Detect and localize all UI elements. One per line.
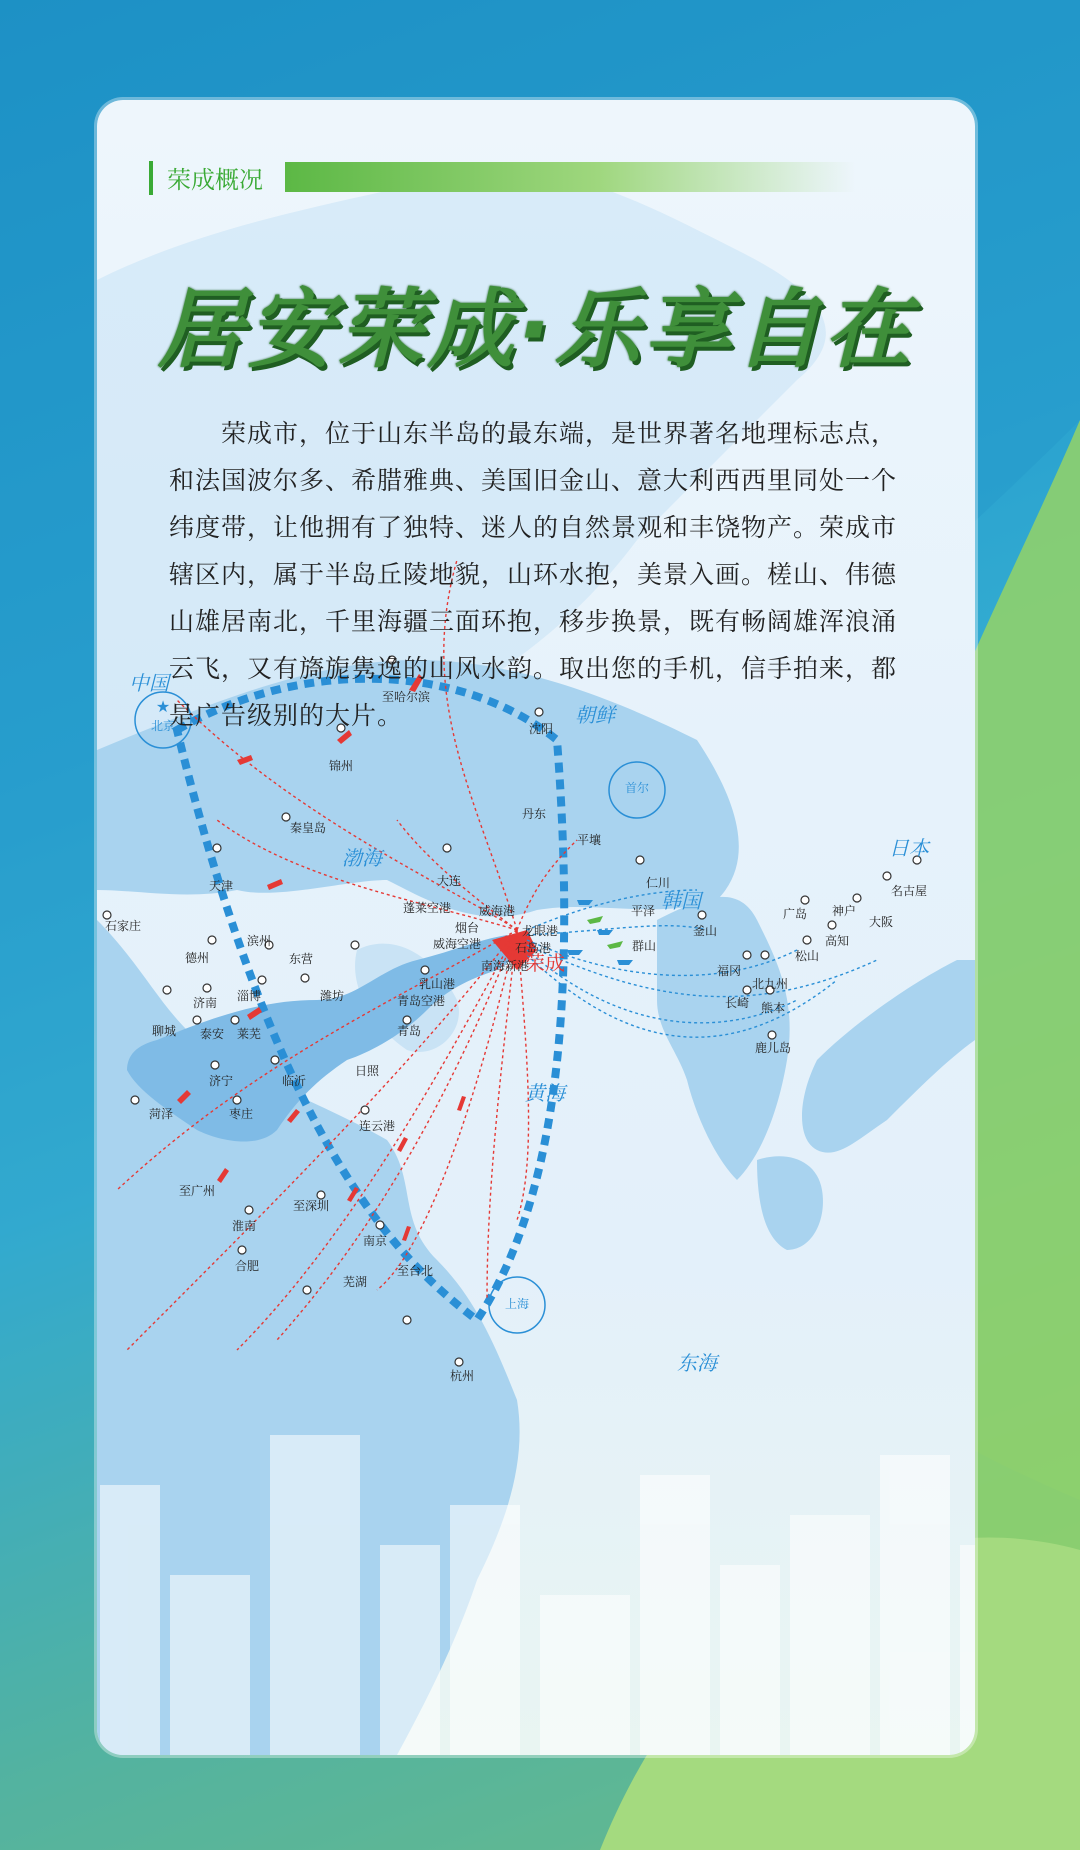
city-dalian: 大连 (437, 874, 462, 888)
page-title: 居安荣成·乐享自在 (157, 280, 915, 380)
city-osaka: 大阪 (869, 915, 894, 929)
content-card (97, 100, 975, 1755)
region-china: 中国 (129, 671, 169, 695)
city-jining: 济宁 (209, 1074, 234, 1088)
city-tianjin: 天津 (209, 879, 234, 893)
city-hiroshima: 广岛 (783, 907, 808, 921)
city-shijiazhuang: 石家庄 (105, 919, 142, 933)
capital-shanghai: 上海 (505, 1297, 530, 1311)
ship-icon (567, 900, 633, 965)
city-matsuyama: 松山 (795, 949, 820, 963)
city-pyeongtaek: 平泽 (631, 904, 656, 918)
section-marker (149, 161, 153, 195)
region-japan: 日本 (889, 836, 929, 860)
city-wuhu: 芜湖 (343, 1275, 368, 1289)
city-jinzhou: 锦州 (329, 759, 354, 773)
city-toshenzhen: 至深圳 (293, 1199, 330, 1213)
city-zaozhuang: 枣庄 (229, 1107, 254, 1121)
city-dongying: 东营 (289, 952, 314, 966)
city-rushan: 乳山港 (419, 977, 456, 991)
section-label: 荣成概况 (167, 166, 263, 194)
city-kumamoto: 熊本 (761, 1001, 786, 1015)
intro-paragraph: 荣成市，位于山东半岛的最东端，是世界著名地理标志点，和法国波尔多、希腊雅典、美国旧金山、意大利西西里同处一个纬度带，让他拥有了独特、迷人的自然景观和丰饶物产。荣成市辖区内，属于半岛丘陵地貌，山环水抱，美景入画。槎山、伟德山雄居南北，千里海疆三面环抱，移步换景，既有畅阔雄浑浪涌云飞，又有旖旎隽逸的山风水韵。取出您的手机，信手拍来，都是广告级别的大片。 (169, 419, 898, 730)
city-laiwu: 莱芜 (237, 1027, 262, 1041)
city-liaocheng: 聊城 (152, 1024, 177, 1038)
city-busan: 釜山 (693, 924, 718, 938)
city-taian: 泰安 (200, 1027, 225, 1041)
japan-islands (802, 960, 975, 1153)
region-north-korea: 朝鲜 (575, 703, 615, 727)
city-shenyang: 沈阳 (529, 722, 554, 736)
city-lianyungang: 连云港 (359, 1119, 396, 1133)
kyushu (757, 1156, 823, 1250)
highlight-rongcheng: 荣成 (525, 951, 565, 975)
city-kagoshima: 鹿儿岛 (755, 1041, 792, 1055)
region-yellow-sea: 黄海 (525, 1081, 565, 1105)
city-hefei: 合肥 (235, 1259, 260, 1273)
city-huainan: 淮南 (232, 1219, 257, 1233)
city-weifang: 潍坊 (320, 989, 345, 1003)
capital-beijing: 北京 (151, 719, 176, 733)
city-weihaiair: 威海空港 (433, 937, 482, 951)
city-nagasaki: 长崎 (725, 996, 750, 1010)
city-zibo: 淄博 (237, 989, 262, 1003)
city-harbin: 至哈尔滨 (382, 690, 431, 704)
city-kobe: 神户 (832, 904, 857, 918)
city-qingdao: 青岛 (397, 1024, 422, 1038)
section-header (149, 160, 263, 195)
city-weihaigang: 威海港 (479, 904, 516, 918)
city-rizhao: 日照 (355, 1064, 380, 1078)
capital-seoul: 首尔 (625, 781, 650, 795)
city-toguangzhou: 至广州 (179, 1184, 216, 1198)
city-linyi: 临沂 (282, 1074, 307, 1088)
city-dezhou: 德州 (185, 951, 210, 965)
skyline-decoration (97, 1335, 975, 1755)
region-south-korea: 韩国 (661, 889, 701, 913)
city-binzhou: 滨州 (247, 934, 272, 948)
city-incheon: 仁川 (646, 876, 671, 890)
city-kochi: 高知 (825, 934, 850, 948)
city-qingdaoair: 青岛空港 (397, 994, 446, 1008)
city-yantai: 烟台 (455, 921, 480, 935)
city-longyan: 龙眼港 (522, 924, 559, 938)
city-pyongyang: 平壤 (577, 833, 602, 847)
city-totaibei: 至台北 (397, 1264, 434, 1278)
section-header-bar (285, 162, 855, 192)
city-dandong: 丹东 (522, 807, 547, 821)
city-kitakyushu: 北九州 (752, 977, 789, 991)
city-nanhai: 南海新港 (481, 959, 530, 973)
city-penglai: 蓬莱空港 (403, 901, 452, 915)
city-heze: 菏泽 (149, 1107, 174, 1121)
city-jinan: 济南 (193, 996, 218, 1010)
city-fukuoka: 福冈 (717, 964, 742, 978)
city-nagoya: 名古屋 (891, 884, 928, 898)
region-east-sea: 东海 (677, 1351, 717, 1375)
star-icon: ★ (155, 697, 171, 716)
city-shidao: 石岛港 (515, 941, 552, 955)
city-qinhuangdao: 秦皇岛 (290, 821, 327, 835)
city-gunsan: 群山 (632, 939, 657, 953)
region-bohai: 渤海 (342, 846, 382, 870)
city-hangzhou: 杭州 (450, 1369, 475, 1383)
city-nanjing: 南京 (363, 1234, 388, 1248)
